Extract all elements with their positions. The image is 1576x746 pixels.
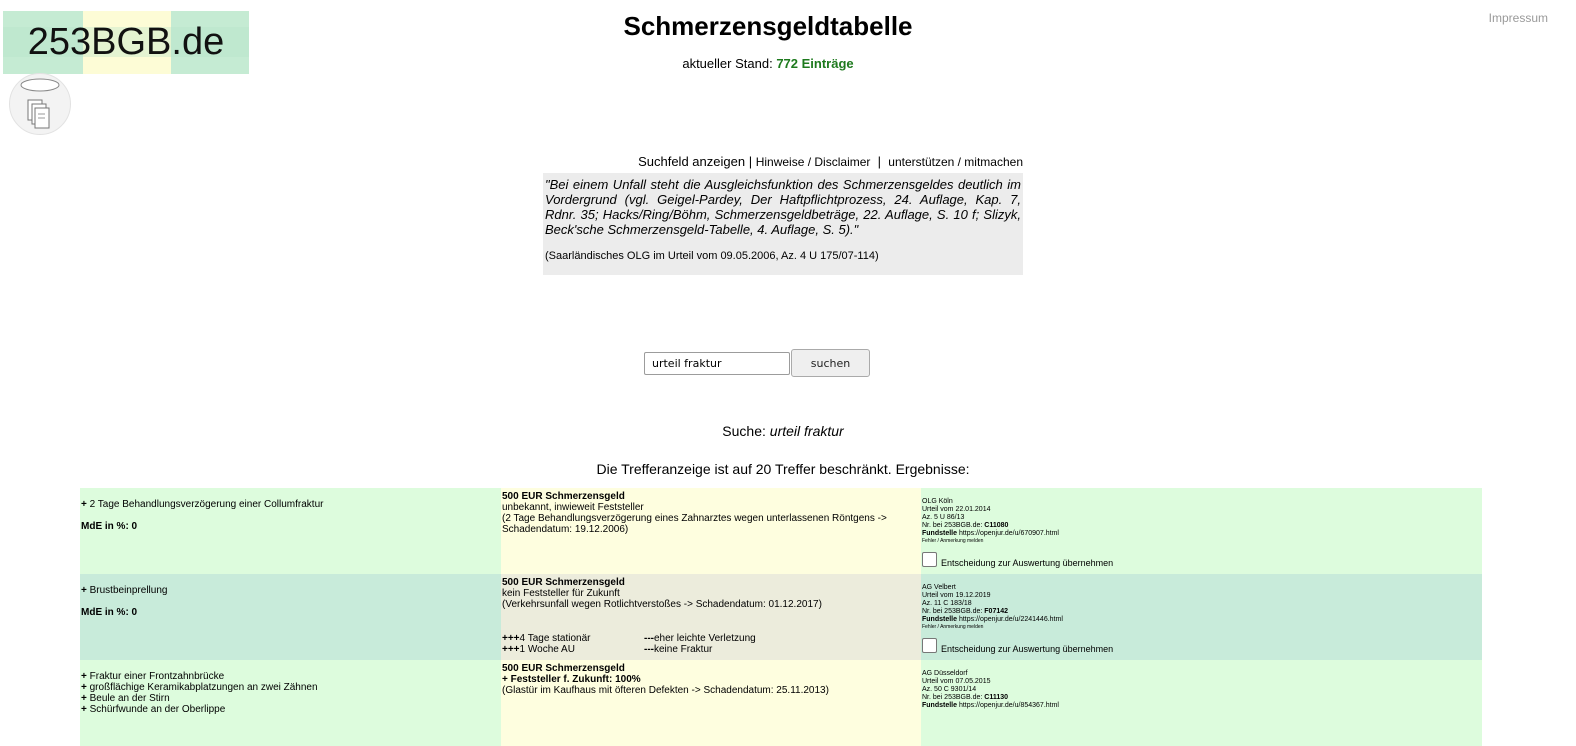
court-cell [921,574,1482,660]
result-limit-note: Die Trefferanzeige ist auf 20 Treffer beschränkt. Ergebnisse: [596,461,970,477]
court: OLG Köln [922,498,953,505]
search-summary [0,423,1566,439]
separator: | [748,154,753,169]
injury-item: + Schürfwunde an der Oberlippe [81,704,226,715]
case-description: (Verkehrsunfall wegen Rotlichtverstoßes -> Schadendatum: 01.12.2017) [502,599,822,610]
table-row [80,488,1482,574]
case-description: (Glastür im Kaufhaus mit öfteren Defekten -> Schadendatum: 25.11.2013) [502,685,829,696]
fundstelle-link[interactable]: https://openjur.de/u/2241446.html [958,616,1063,623]
minus-tag: ---keine Fraktur [644,644,713,655]
take-over-checkbox[interactable] [922,552,937,567]
search-query: urteil fraktur [769,423,844,439]
fundstelle: Fundstelle https://openjur.de/u/2241446.html [922,616,1063,623]
amount-cell [501,488,921,574]
fundstelle-link[interactable]: https://openjur.de/u/854367.html [958,702,1059,709]
minus-tag: ---eher leichte Verletzung [644,633,756,644]
stand-value: 772 Einträge [776,56,854,71]
show-searchfield-link[interactable]: Suchfeld anzeigen [638,154,746,169]
disclaimer-link[interactable]: Hinweise / Disclaimer [755,155,871,169]
entry-number: Nr. bei 253BGB.de: F07142 [922,608,1009,615]
mde-value: MdE in %: 0 [81,607,138,618]
feststeller: + Feststeller f. Zukunft: 100% [502,674,641,685]
quote-box [543,173,1023,275]
injury-cell [80,488,501,574]
search-button[interactable]: suchen [791,349,870,377]
judgment-date: Urteil vom 22.01.2014 [922,506,991,513]
docket: Az. 50 C 9301/14 [922,686,977,693]
impressum-link[interactable]: Impressum [1488,11,1548,25]
injury-item: + Brustbeinprellung [81,585,168,596]
injury-item: + Beule an der Stirn [81,693,170,704]
top-links [543,154,1023,169]
results-table [80,488,1482,746]
injury-cell [80,574,501,660]
take-over-option[interactable] [922,552,1481,568]
judgment-date: Urteil vom 07.05.2015 [922,678,991,685]
tags [502,633,920,655]
feststeller: unbekannt, inwieweit Feststeller [502,502,644,513]
injury-item: + Fraktur einer Frontzahnbrücke [81,671,225,682]
logo-avatar-icon [9,73,71,135]
injury-cell [80,660,501,746]
court-cell [921,660,1482,746]
fundstelle: Fundstelle https://openjur.de/u/854367.html [922,702,1059,709]
entry-count [0,56,1536,71]
table-row [80,660,1482,746]
amount: 500 EUR Schmerzensgeld [502,577,625,588]
amount-cell [501,574,921,660]
table-row [80,574,1482,660]
entry-number: Nr. bei 253BGB.de: C11080 [922,522,1009,529]
amount-cell [501,660,921,746]
stand-label: aktueller Stand: [682,56,773,71]
logo-text: 253BGB.de [27,21,225,63]
entry-number: Nr. bei 253BGB.de: C11130 [922,694,1009,701]
injury-item: + 2 Tage Behandlungsverzögerung einer Collumfraktur [81,499,324,510]
injury-item: + großflächige Keramikabplatzungen an zwei Zähnen [81,682,318,693]
take-over-option[interactable] [922,638,1481,654]
docket: Az. 11 C 183/18 [922,600,972,607]
search-label: Suche: [722,423,766,439]
separator: | [877,154,882,169]
court: AG Düsseldorf [922,670,968,677]
amount: 500 EUR Schmerzensgeld [502,663,625,674]
page-title: Schmerzensgeldtabelle [623,11,913,41]
court: AG Velbert [922,584,956,591]
docket: Az. 5 U 86/13 [922,514,965,521]
take-over-label: Entscheidung zur Auswertung übernehmen [941,558,1114,568]
quote-source: (Saarländisches OLG im Urteil vom 09.05.2006, Az. 4 U 175/07-114) [545,250,879,262]
take-over-label: Entscheidung zur Auswertung übernehmen [941,644,1114,654]
report-error-link[interactable]: Fehler / Anmerkung melden [922,538,984,544]
amount: 500 EUR Schmerzensgeld [502,491,625,502]
court-cell [921,488,1482,574]
report-error-link[interactable]: Fehler / Anmerkung melden [922,624,984,630]
mde-value: MdE in %: 0 [81,521,138,532]
quote-text: "Bei einem Unfall steht die Ausgleichsfunktion des Schmerzensgeldes deutlich im Vordergrund (vgl. Geigel-Pardey, Der Haftpflichtprozess, 24. Auflage, Kap. 7, Rdnr. 35; Hacks/Ring/Böhm, Schmerzensgeldbeträge, 22. Auflage, S. 10 f; Slizyk, Beck'sche Schmerzensgeld-Tabelle, 4. Auflage, S. 5)." [545,177,1021,237]
support-link[interactable]: unterstützen / mitmachen [888,155,1023,169]
case-description: (2 Tage Behandlungsverzögerung eines Zahnarztes wegen unterlassenen Röntgens -> Schadendatum: 19.12.2006) [502,513,887,535]
feststeller: kein Feststeller für Zukunft [502,588,620,599]
judgment-date: Urteil vom 19.12.2019 [922,592,991,599]
search-input[interactable] [644,352,790,375]
fundstelle: Fundstelle https://openjur.de/u/670907.html [922,530,1059,537]
take-over-checkbox[interactable] [922,638,937,653]
plus-tag: +++4 Tage stationär [502,633,591,644]
plus-tag: +++1 Woche AU [502,644,575,655]
fundstelle-link[interactable]: https://openjur.de/u/670907.html [958,530,1059,537]
